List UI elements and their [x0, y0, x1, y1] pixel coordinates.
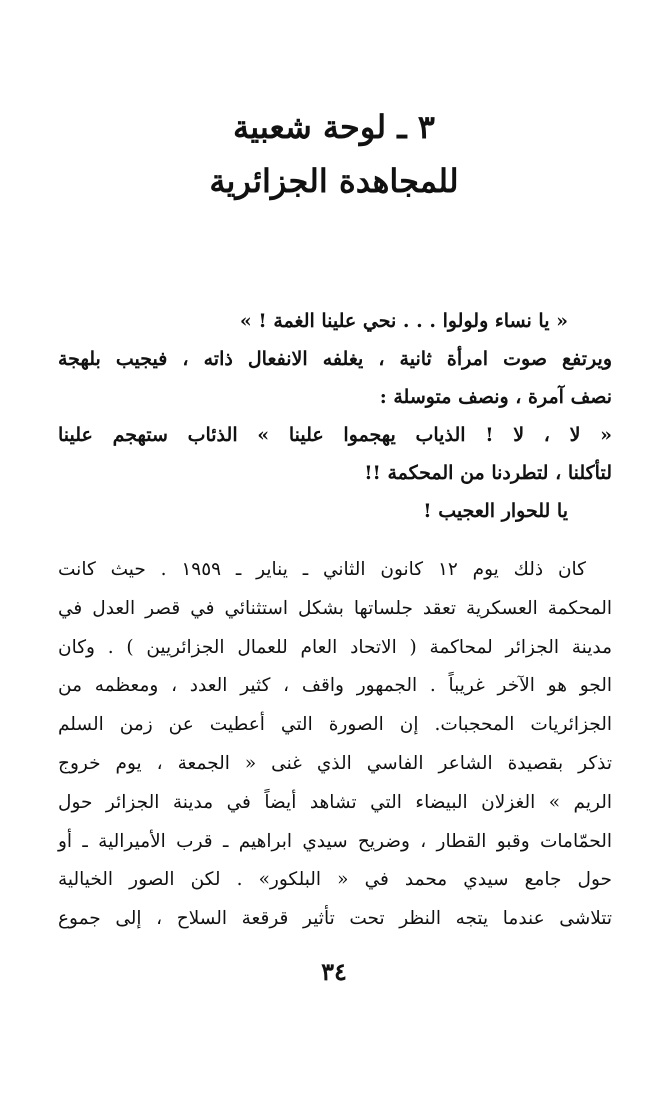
chapter-title-line-1: ٣ ـ لوحة شعبية [233, 108, 435, 146]
quote-line: نصف آمرة ، ونصف متوسلة : [379, 386, 612, 408]
quote-line: لتأكلنا ، لتطردنا من المحكمة !! [364, 462, 612, 484]
dialogue-quote-block [58, 302, 612, 530]
paragraph-line: مدينة الجزائر لمحاكمة ( الاتحاد العام للعمال الجزائريين ) . وكان [58, 636, 612, 658]
paragraph-line: تذكر بقصيدة الشاعر الفاسي الذي غنى « الجمعة ، يوم خروج [58, 752, 612, 774]
chapter-title-line-2: للمجاهدة الجزائرية [209, 162, 459, 200]
paragraph-line: تتلاشى عندما يتجه النظر تحت تأثير قرقعة السلاح ، إلى جموع [58, 908, 612, 930]
quote-line: يا للحوار العجيب ! [423, 500, 568, 522]
paragraph-line: الحمّامات وقبو القطار ، وضريح سيدي ابراهيم ـ قرب الأميرالية ـ أو [58, 830, 612, 852]
paragraph-line: الجو هو الآخر غريباً . الجمهور واقف ، كثير العدد ، ومعظمه من [58, 675, 612, 697]
paragraph-line: الريم » الغزلان البيضاء التي تشاهد أيضاً في مدينة الجزائر حول [58, 791, 612, 813]
paragraph-line: الجزائريات المحجبات. إن الصورة التي أعطيت عن زمن السلم [58, 714, 612, 736]
paragraph-line: المحكمة العسكرية تعقد جلساتها بشكل استثنائي في قصر العدل في [58, 597, 612, 619]
body-paragraph [58, 551, 612, 939]
quote-line: « يا نساء ولولوا . . . نحي علينا الغمة ! » [239, 310, 568, 332]
quote-line: « لا ، لا ! الذياب يهجموا علينا » الذئاب ستهجم علينا [58, 424, 612, 446]
paragraph-line: حول جامع سيدي محمد في « البلكور» . لكن الصور الخيالية [58, 869, 612, 891]
paragraph-line: كان ذلك يوم ١٢ كانون الثاني ـ يناير ـ ١٩٥٩ . حيث كانت [58, 559, 586, 580]
quote-line: ويرتفع صوت امرأة ثانية ، يغلفه الانفعال ذاته ، فيجيب بلهجة [58, 348, 612, 370]
page-number: ٣٤ [321, 957, 347, 986]
